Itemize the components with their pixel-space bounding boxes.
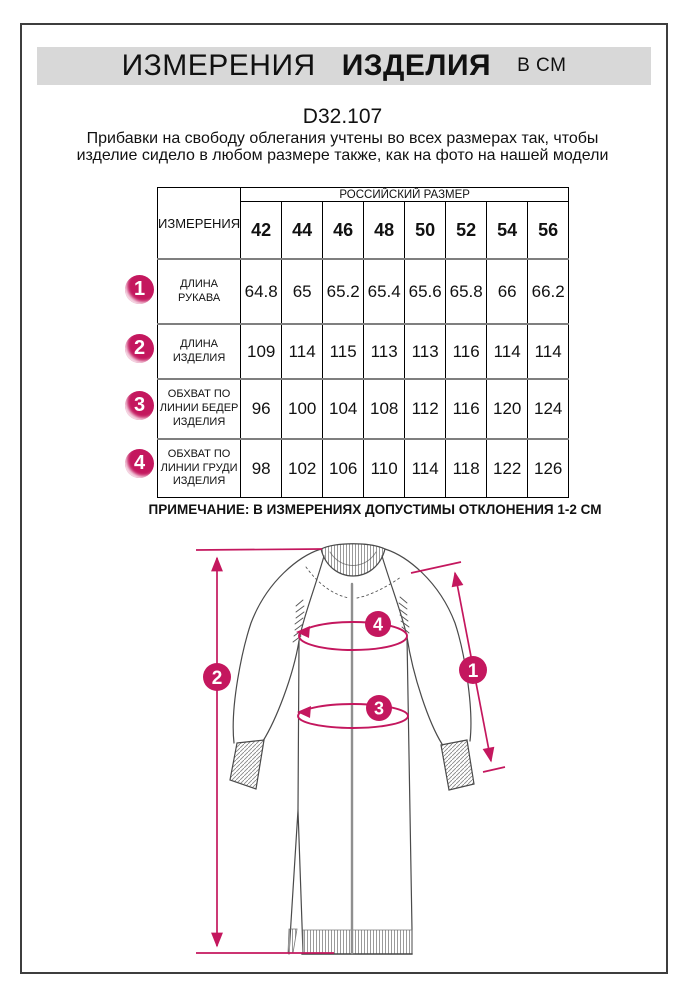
table-row-chest-girth <box>158 439 569 498</box>
page-title-unit: В СМ <box>517 55 567 76</box>
size-cell: 48 <box>364 202 405 260</box>
value-cell: 65.6 <box>405 259 446 324</box>
right-sleeve-inner <box>407 637 442 744</box>
length-top-reference-line <box>196 549 322 550</box>
value-cell: 65.2 <box>323 259 364 324</box>
value-cell: 65.8 <box>446 259 487 324</box>
value-cell: 116 <box>446 379 487 439</box>
value-cell: 116 <box>446 324 487 379</box>
value-cell: 124 <box>528 379 569 439</box>
model-code: D32.107 <box>302 105 383 128</box>
collar-rib-band <box>321 544 385 576</box>
garment-outline <box>230 544 474 954</box>
value-cell: 104 <box>323 379 364 439</box>
row-number-badge-1: 1 <box>125 275 154 304</box>
size-cell: 50 <box>405 202 446 260</box>
left-cuff-rib <box>230 740 264 789</box>
value-cell: 66 <box>487 259 528 324</box>
value-cell: 106 <box>323 439 364 498</box>
page-title-product: ИЗДЕЛИЯ <box>341 49 492 82</box>
left-body-edge <box>298 641 299 810</box>
value-cell: 96 <box>241 379 282 439</box>
size-cell: 56 <box>528 202 569 260</box>
value-cell: 114 <box>405 439 446 498</box>
marker-badge-3: 3 <box>373 698 385 719</box>
row-number-badge-4: 4 <box>125 449 154 478</box>
value-cell: 115 <box>323 324 364 379</box>
table-row-item-length <box>158 324 569 379</box>
col-header-russian-size: РОССИЙСКИЙ РАЗМЕР <box>241 188 569 202</box>
right-armpit-hatching <box>399 597 409 633</box>
marker-badge-1: 1 <box>467 661 479 682</box>
size-cell: 44 <box>282 202 323 260</box>
value-cell: 112 <box>405 379 446 439</box>
value-cell: 64.8 <box>241 259 282 324</box>
right-cuff-rib <box>441 740 474 790</box>
right-sleeve-outer <box>385 549 471 741</box>
size-cell: 42 <box>241 202 282 260</box>
row-number-badge-2: 2 <box>125 334 154 363</box>
value-cell: 114 <box>282 324 323 379</box>
value-cell: 100 <box>282 379 323 439</box>
title-bar <box>37 47 651 85</box>
value-cell: 114 <box>528 324 569 379</box>
size-cell: 52 <box>446 202 487 260</box>
sleeve-bottom-tick <box>483 767 505 772</box>
value-cell: 65.4 <box>364 259 405 324</box>
tolerance-note: ПРИМЕЧАНИЕ: В ИЗМЕРЕНИЯХ ДОПУСТИМЫ ОТКЛОНЕНИЯ 1-2 СМ <box>148 502 602 517</box>
size-table <box>157 187 569 498</box>
hem-rib-band <box>303 930 412 954</box>
marker-badge-2: 2 <box>211 668 223 689</box>
value-cell: 113 <box>364 324 405 379</box>
value-cell: 102 <box>282 439 323 498</box>
table-row-sleeve-length <box>158 259 569 324</box>
row-label: ОБХВАТ ПО ЛИНИИ БЕДЕР ИЗДЕЛИЯ <box>158 379 241 439</box>
value-cell: 113 <box>405 324 446 379</box>
value-cell: 98 <box>241 439 282 498</box>
value-cell: 109 <box>241 324 282 379</box>
row-label: ОБХВАТ ПО ЛИНИИ ГРУДИ ИЗДЕЛИЯ <box>158 439 241 498</box>
left-sleeve-inner <box>263 641 299 741</box>
row-number-badge-3: 3 <box>125 391 154 420</box>
sleeve-top-tick <box>411 562 461 573</box>
fit-description: Прибавки на свободу облегания учтены во всех размерах так, чтобы изделие сидело в любом размере также, как на фото на нашей модели <box>76 130 609 164</box>
marker-badge-4: 4 <box>372 614 384 635</box>
row-label: ДЛИНА РУКАВА <box>158 259 241 324</box>
value-cell: 120 <box>487 379 528 439</box>
value-cell: 114 <box>487 324 528 379</box>
value-cell: 65 <box>282 259 323 324</box>
col-header-measurements: ИЗМЕРЕНИЯ <box>158 188 241 260</box>
size-cell: 54 <box>487 202 528 260</box>
table-row-hips-girth <box>158 379 569 439</box>
page-title: ИЗМЕРЕНИЯ <box>121 49 316 82</box>
value-cell: 122 <box>487 439 528 498</box>
row-label: ДЛИНА ИЗДЕЛИЯ <box>158 324 241 379</box>
value-cell: 118 <box>446 439 487 498</box>
value-cell: 108 <box>364 379 405 439</box>
value-cell: 66.2 <box>528 259 569 324</box>
garment-diagram <box>0 535 685 975</box>
hem-slit-flap <box>288 929 297 953</box>
value-cell: 110 <box>364 439 405 498</box>
left-raglan-seam <box>299 556 324 641</box>
value-cell: 126 <box>528 439 569 498</box>
right-body-edge <box>407 637 412 954</box>
size-cell: 46 <box>323 202 364 260</box>
